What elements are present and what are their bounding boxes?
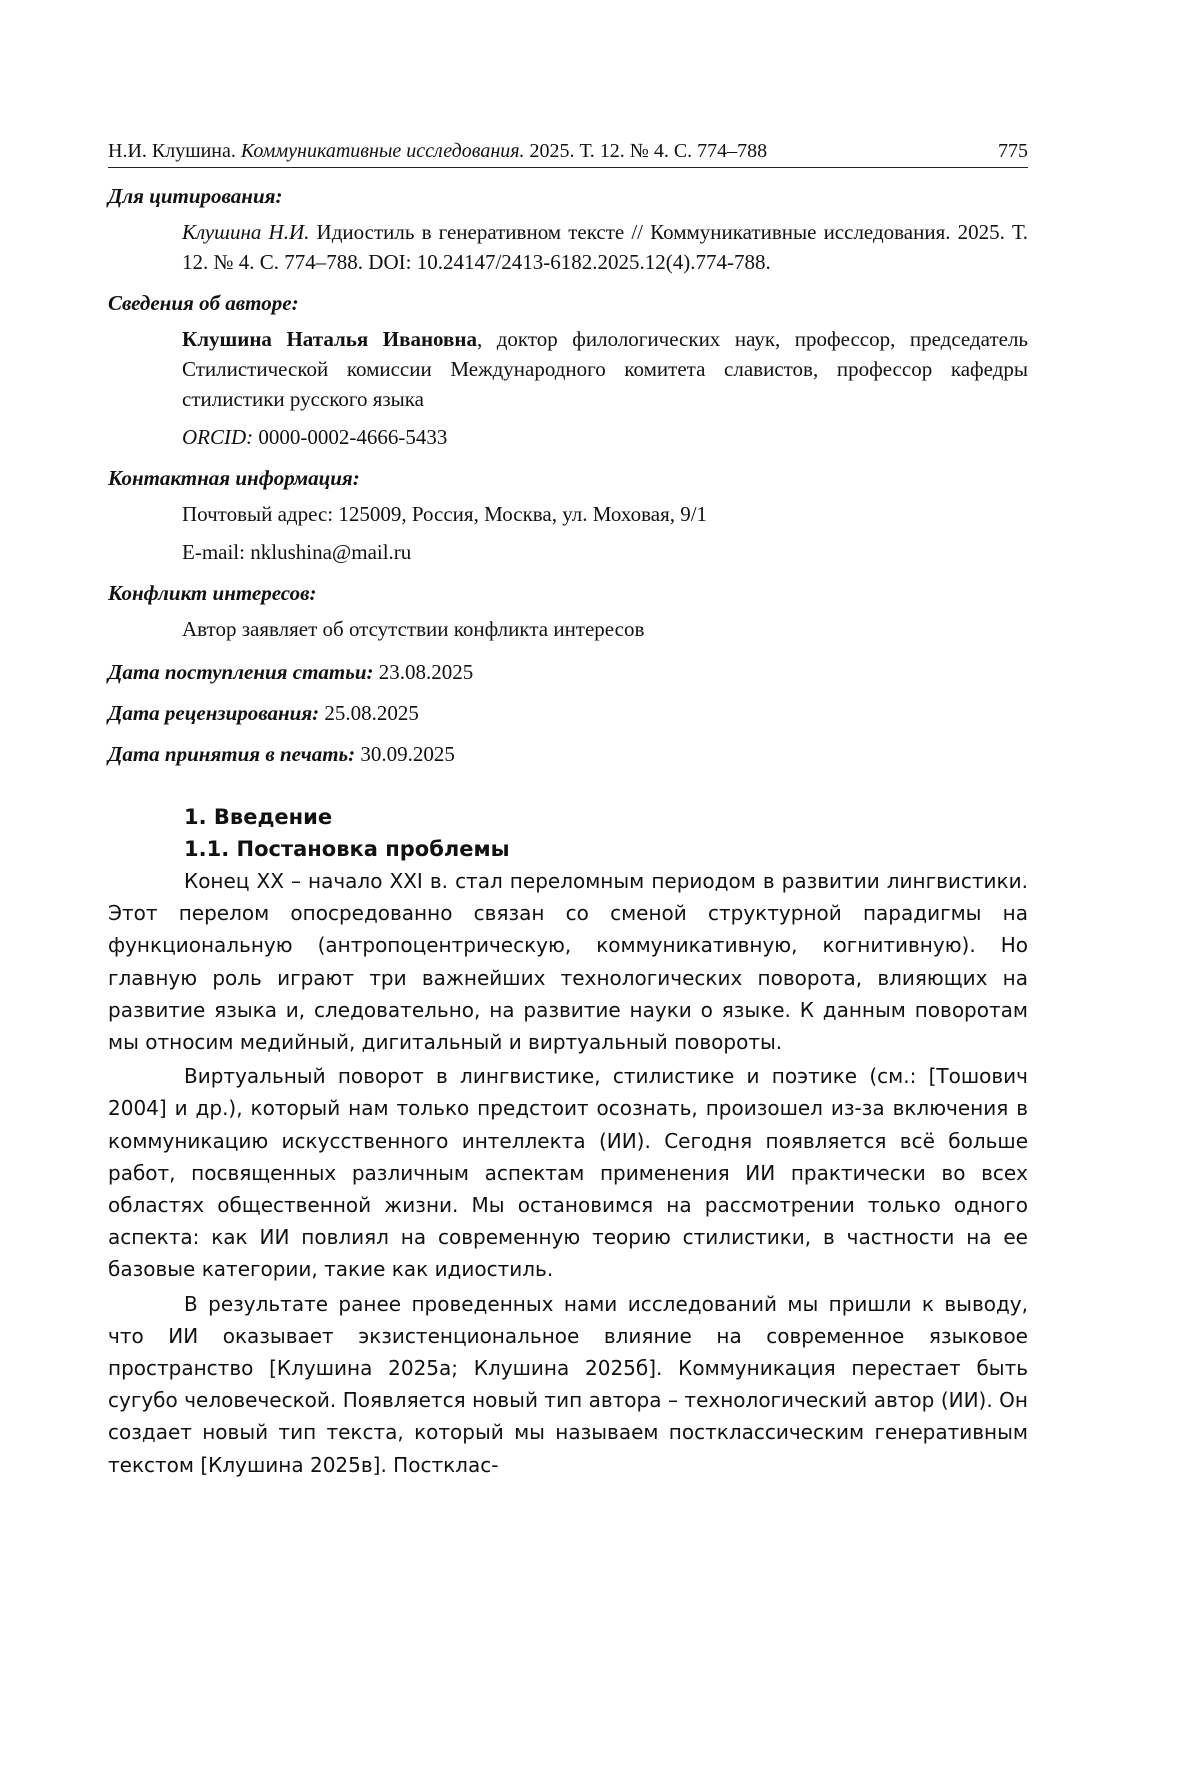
running-header xyxy=(108,140,1028,168)
accepted-date-value: 30.09.2025 xyxy=(360,742,455,766)
body-paragraph: Виртуальный поворот в лингвистике, стилистике и поэтике (см.: [Тошович 2004] и др.), который нам только предстоит осознать, произошел из-за включения в коммуникацию искусственного интеллекта (ИИ). Сегодня появляется всё больше работ, посвященных различным аспектам применения ИИ практически во всех областях общественной жизни. Мы остановимся на рассмотрении только одного аспекта: как ИИ повлиял на современную теорию стилистики, в частности на ее базовые категории, такие как идиостиль. xyxy=(108,1064,1028,1282)
header-citation xyxy=(108,140,767,163)
reviewed-date-row xyxy=(108,701,1028,726)
postal-address: Почтовый адрес: 125009, Россия, Москва, ул. Моховая, 9/1 xyxy=(182,502,708,526)
about-author-text xyxy=(182,324,1028,414)
accepted-date-label: Дата принятия в печать: xyxy=(108,742,356,766)
author-description: , доктор филологических наук, профессор, председатель Стилистической комиссии Международного комитета славистов, профессор кафедры стилистики русского языка xyxy=(182,327,1028,411)
contacts-label: Контактная информация: xyxy=(108,466,360,490)
citation-label: Для цитирования: xyxy=(108,184,283,208)
reviewed-date-label: Дата рецензирования: xyxy=(108,701,320,725)
orcid-value: 0000-0002-4666-5433 xyxy=(258,425,448,449)
header-journal: Коммуникативные исследования. xyxy=(240,140,525,162)
header-author: Н.И. Клушина. xyxy=(108,140,236,162)
citation-author: Клушина Н.И. xyxy=(182,220,310,244)
page-number: 775 xyxy=(998,140,1028,162)
orcid-label: ORCID: xyxy=(182,425,254,449)
received-date-value: 23.08.2025 xyxy=(378,660,474,684)
orcid-line xyxy=(182,422,1028,452)
conflict-label: Конфликт интересов: xyxy=(108,581,317,605)
citation-body: Идиостиль в генеративном тексте // Коммуникативные исследования. 2025. Т. 12. № 4. С. 774–788. DOI: 10.24147/2413-6182.2025.12(4).774-788. xyxy=(182,220,1029,274)
article-page xyxy=(108,140,1028,1481)
received-date-label: Дата поступления статьи: xyxy=(108,660,374,684)
reviewed-date-value: 25.08.2025 xyxy=(324,701,419,725)
email-line: E-mail: nklushina@mail.ru xyxy=(182,540,412,564)
header-details: 2025. Т. 12. № 4. С. 774–788 xyxy=(529,140,768,162)
about-author-label: Сведения об авторе: xyxy=(108,291,299,315)
section-title: 1. Введение xyxy=(184,805,333,829)
author-name: Клушина Наталья Ивановна xyxy=(182,327,477,351)
body-paragraph: В результате ранее проведенных нами исследований мы пришли к выводу, что ИИ оказывает экзистенциональное влияние на современное языковое пространство [Клушина 2025а; Клушина 2025б]. Коммуникация перестает быть сугубо человеческой. Появляется новый тип автора – технологический автор (ИИ). Он создает новый тип текста, который мы называем постклассическим генеративным текстом [Клушина 2025в]. Постклас- xyxy=(108,1291,1028,1477)
accepted-date-row xyxy=(108,742,1028,767)
introduction-section xyxy=(108,801,1028,1481)
conflict-text: Автор заявляет об отсутствии конфликта интересов xyxy=(182,617,645,641)
subsection-title: 1.1. Постановка проблемы xyxy=(184,837,510,861)
citation-text xyxy=(182,217,1028,277)
received-date-row xyxy=(108,660,1028,685)
body-paragraph: Конец XX – начало XXI в. стал переломным периодом в развитии лингвистики. Этот перелом опосредованно связан со сменой структурной парадигмы на функциональную (антропоцентрическую, коммуникативную, когнитивную). Но главную роль играют три важнейших технологических поворота, влияющих на развитие языка и, следовательно, на развитие науки о языке. К данным поворотам мы относим медийный, дигитальный и виртуальный повороты. xyxy=(108,869,1028,1055)
